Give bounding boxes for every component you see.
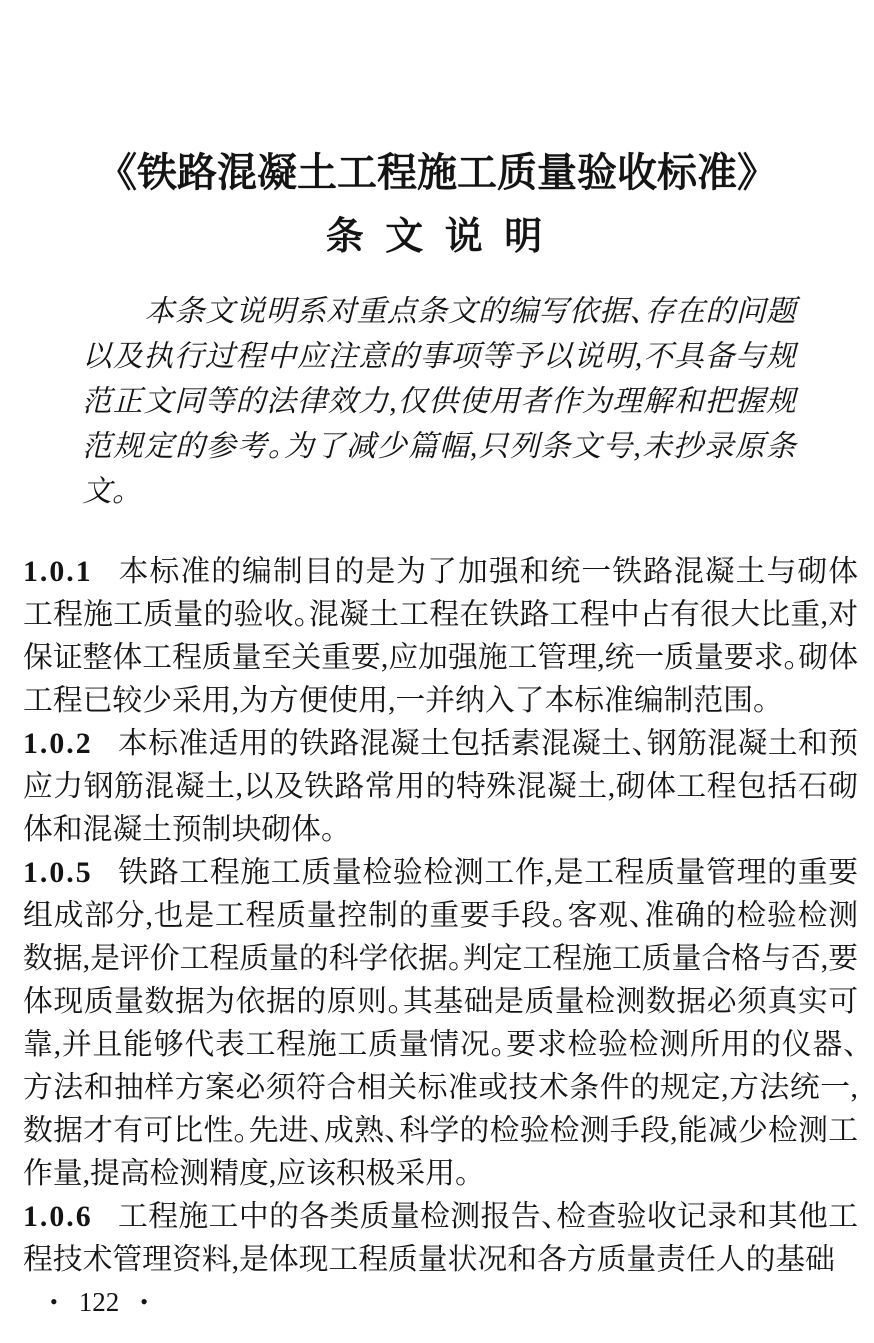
clause-text: 工程施工中的各类质量检测报告、检查验收记录和其他工程技术管理资料,是体现工程质量状况和各方质量责任人的基础 [23,1200,858,1276]
clause-text: 本标准的编制目的是为了加强和统一铁路混凝土与砌体工程施工质量的验收。混凝土工程在铁路工程中占有很大比重,对保证整体工程质量至关重要,应加强施工管理,统一质量要求。砌体工程已较少采用,为方便使用,一并纳入了本标准编制范围。 [23,555,858,717]
clause-paragraph-1-0-2 [23,722,858,851]
clause-paragraph-1-0-6 [23,1195,858,1281]
document-header [0,148,874,261]
clause-number: 1.0.6 [23,1200,93,1233]
page-footer [50,1287,148,1317]
clause-number: 1.0.1 [23,555,93,588]
clause-text: 铁路工程施工质量检验检测工作,是工程质量管理的重要组成部分,也是工程质量控制的重要手段。客观、准确的检验检测数据,是评价工程质量的科学依据。判定工程施工质量合格与否,要体现质量数据为依据的原则。其基础是质量检测数据必须真实可靠,并且能够代表工程施工质量情况。要求检验检测所用的仪器、方法和抽样方案必须符合相关标准或技术条件的规定,方法统一,数据才有可比性。先进、成熟、科学的检验检测手段,能减少检测工作量,提高检测精度,应该积极采用。 [23,856,858,1190]
preface-paragraph: 本条文说明系对重点条文的编写依据、存在的问题以及执行过程中应注意的事项等予以说明,不具备与规范正文同等的法律效力,仅供使用者作为理解和把握规范规定的参考。为了减少篇幅,只列条文号,未抄录原条文。 [82,295,796,508]
document-body [23,550,858,1281]
page-number: 122 [78,1287,120,1317]
page-title: 《铁路混凝土工程施工质量验收标准》 [97,150,777,195]
clause-paragraph-1-0-5 [23,851,858,1195]
clause-text: 本标准适用的铁路混凝土包括素混凝土、钢筋混凝土和预应力钢筋混凝土,以及铁路常用的特殊混凝土,砌体工程包括石砌体和混凝土预制块砌体。 [23,727,858,846]
footer-right-dot: • [140,1289,148,1314]
preface-section [82,289,796,514]
page-subtitle: 条 文 说 明 [325,216,549,258]
clause-number: 1.0.2 [23,727,93,760]
clause-paragraph-1-0-1 [23,550,858,722]
footer-left-dot: • [50,1289,58,1314]
clause-number: 1.0.5 [23,856,93,889]
